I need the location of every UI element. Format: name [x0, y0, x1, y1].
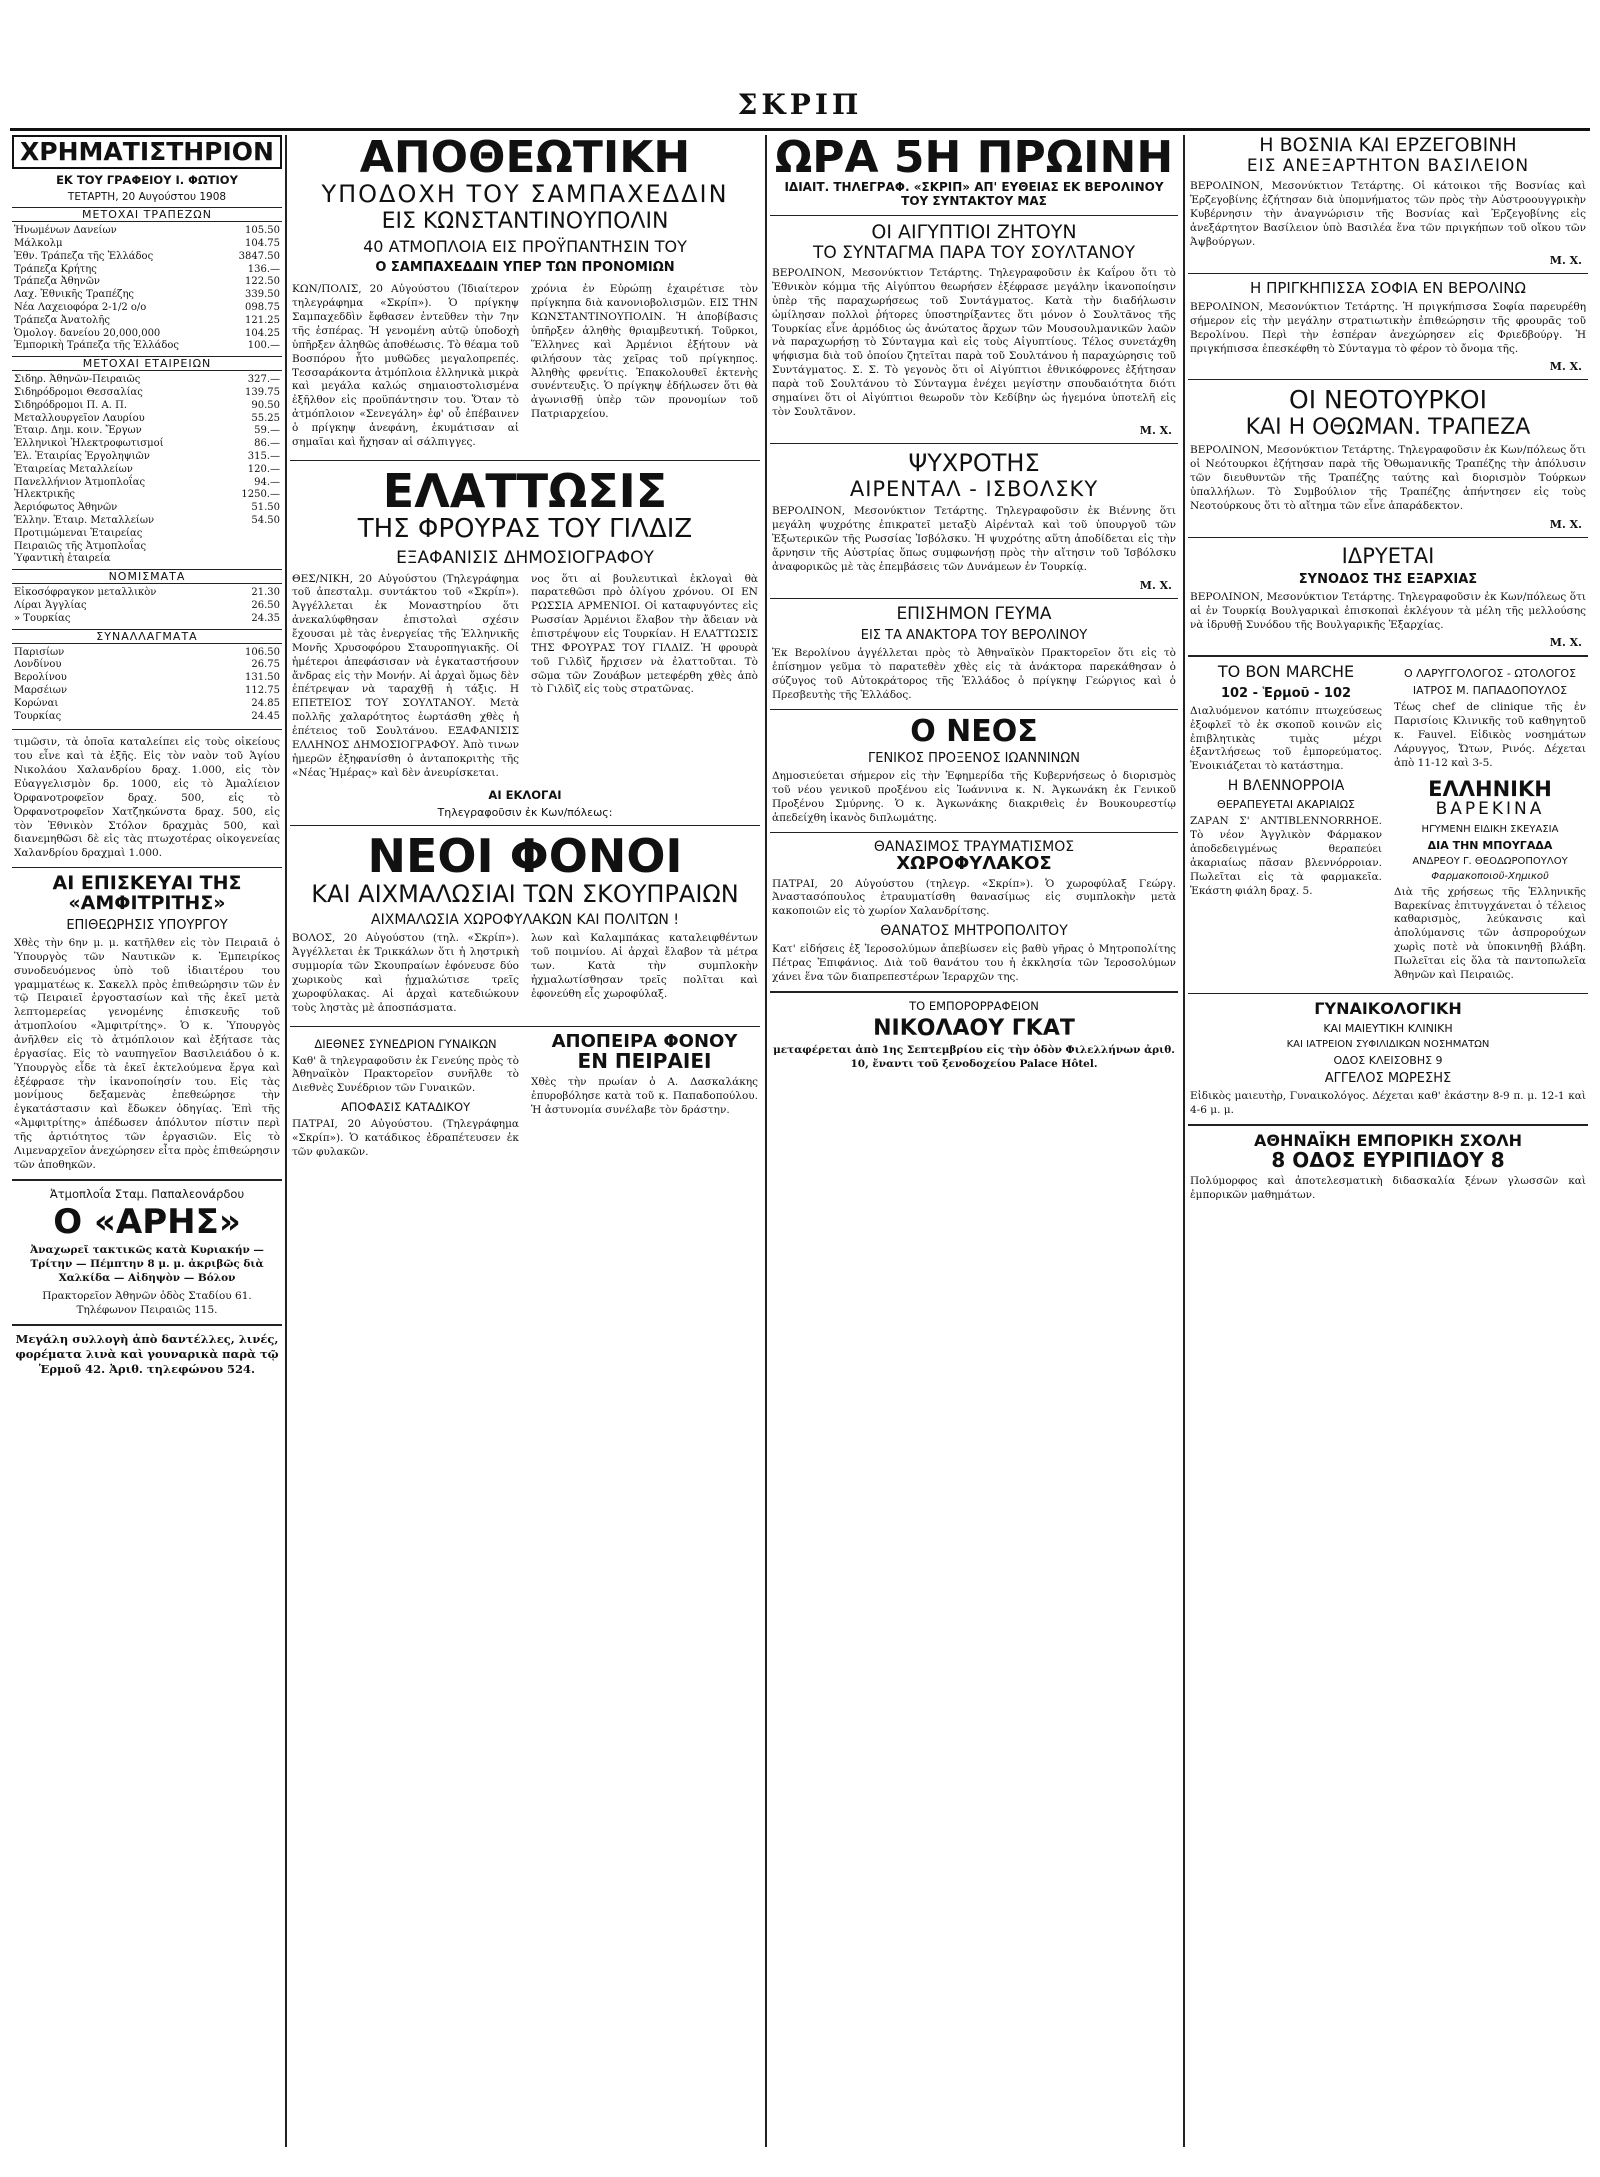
youngturks-subhead: ΚΑΙ Η ΟΘΩΜΑΝ. ΤΡΑΠΕΖΑ: [1245, 415, 1531, 441]
market-value: [223, 528, 282, 541]
bequest-notice: τιμῶσιν, τὰ ὁποῖα καταλείπει εἰς τοὺς οἰκείους του εἶνε καὶ τὰ ἑξῆς. Εἰς τὸν ναὸν τοῦ Ἁγίου Νικολάου Χαλανδρίου δραχ. 1.000, εἰς τὸν Εὐαγγελισμὸν δρ. 1000, εἰς τὸ Ἀμαλίειον Ὀρφανοτροφεῖον δραχ. 500, εἰς τὸ Ὀρφανοτροφεῖον Χατζηκώνστα δραχ. 500, εἰς τὸν Ἐθνικὸν Στόλον δραχμὰς 500, καὶ διανεμηθῶσι δὲ εἰς τὰς πτωχοτέρας οἰκογενείας Χαλανδρίου δραχμαὶ 1.000.: [14, 736, 280, 860]
story-salonica-a: ΘΕΣ/ΝΙΚΗ, 20 Αὐγούστου (Τηλεγράφημα τοῦ ἀπεσταλμ. συντάκτου τοῦ «Σκρίπ»). Ἀγγέλλεται ἐκ Μοναστηρίου ὅτι ἀνεκαλύφθησαν ἐπιστολαὶ σχέσιν ἔχουσαι μὲ τὰς ἐνεργείας τῆς Ἑλληνικῆς Μονῆς Χρυσοφόρου Σταυροπηγιακῆς. Οἱ ἡμέτεροι ἀπεφάσισαν νὰ ἐγκαταστήσουν ἄνδρας εἰς τὴν Μονήν. Αἱ ἀρχαὶ ὅμως δὲν ἐπέτρεψαν νὰ ταραχθῇ ἡ τάξις. Η ΕΠΕΤΕΙΟΣ ΤΟΥ ΣΟΥΛΤΑΝΟΥ. Μετὰ πολλῆς χαλαρότητος ἑωρτάσθη χθὲς ἡ ἐπέτειος τοῦ Σουλτάνου. ΕΞΑΦΑΝΙΣΙΣ ΕΛΛΗΝΟΣ ΔΗΜΟΣΙΟΓΡΑΦΟΥ. Ἀπὸ τινων ἡμερῶν ἐξηφανίσθη ὁ ἀνταποκριτὴς τῆς «Νέας Ἡμέρας» καὶ δὲν ἀνευρίσκεται.: [292, 572, 519, 779]
banks-heading: ΜΕΤΟΧΑΙ ΤΡΑΠΕΖΩΝ: [12, 207, 282, 222]
market-value: 86.—: [254, 438, 280, 450]
market-value: [223, 541, 282, 554]
market-row: [12, 672, 282, 685]
egypt-subhead: ΤΟ ΣΥΝΤΑΓΜΑ ΠΑΡΑ ΤΟΥ ΣΟΥΛΤΑΝΟΥ: [812, 242, 1136, 263]
ares-ad-name: Ο «ΑΡΗΣ»: [53, 1201, 241, 1242]
market-value: 339.50: [245, 289, 280, 301]
bonmarche-title: ΤΟ BON MARCHE: [1217, 662, 1355, 682]
ares-ad-note: Πρακτορεῖον Ἀθηνῶν ὁδὸς Σταδίου 61. Τηλέφωνον Πειραιῶς 115.: [42, 1289, 252, 1316]
tailor-ad: [770, 999, 1178, 1072]
market-label: Σιδηρ. Ἀθηνῶν-Πειραιῶς: [14, 374, 141, 386]
column-news-b: [770, 135, 1178, 2147]
school-body: Πολύμορφος καὶ ἀποτελεσματικὴ διδασκαλία ξένων γλωσσῶν καὶ ἐμπορικῶν μαθημάτων.: [1190, 1175, 1586, 1202]
headline-reduction: ΕΛΑΤΤΩΣΙΣ: [382, 463, 668, 518]
market-row: [12, 489, 282, 502]
bosnia-subhead: ΕΙΣ ΑΝΕΞΑΡΤΗΤΟΝ ΒΑΣΙΛΕΙΟΝ: [1246, 155, 1530, 176]
market-label: Ὑφαντικὴ ἑταιρεία: [14, 553, 111, 565]
market-label: Ἐμπορικὴ Τράπεζα τῆς Ἑλλάδος: [14, 340, 180, 352]
market-row: [12, 302, 282, 315]
market-value: 1250.—: [241, 489, 280, 501]
market-value: 21.30: [251, 587, 280, 599]
bleach-title: ΕΛΛΗΝΙΚΗ: [1428, 777, 1552, 802]
market-value: 121.25: [245, 314, 280, 326]
dinner-body: Ἐκ Βερολίνου ἀγγέλλεται πρὸς τὸ Ἀθηναϊκὸν Πρακτορεῖον ὅτι εἰς τὸ ἐπίσημον γεῦμα τὸ παρατεθὲν χθὲς εἰς τὰ ἀνάκτορα παρεκάθησαν ὁ σύζυγος τοῦ Αὐτοκράτορος τῆς Ἑλλάδος ὁ πρίγκηψ Γεώργιος καὶ ὁ Πρεσβευτὴς τῆς Ἑλλάδος.: [772, 647, 1176, 701]
market-label: Σιδηρόδρομοι Θεσσαλίας: [14, 387, 143, 399]
gyn-body: Εἰδικὸς μαιευτὴρ, Γυναικολόγος. Δέχεται καθ' ἑκάστην 8-9 π. μ. 12-1 καὶ 4-6 μ. μ.: [1190, 1090, 1586, 1116]
market-row: [12, 698, 282, 711]
gyn-subhead: ΚΑΙ ΜΑΙΕΥΤΙΚΗ ΚΛΙΝΙΚΗ: [1323, 1022, 1453, 1036]
exchange-title: ΧΡΗΜΑΤΙΣΤΗΡΙΟΝ: [12, 135, 282, 169]
market-label: Λονδίνου: [14, 659, 62, 671]
ares-ad: [12, 1187, 282, 1318]
headline-new-murders: ΝΕΟΙ ΦΟΝΟΙ: [367, 829, 683, 884]
story-reception-b: χρόνια ἐν Εὐρώπῃ ἐχαιρέτισε τὸν πρίγκηπα διὰ κανονιοβολισμῶν. ΕΙΣ ΤΗΝ ΚΩΝΣΤΑΝΤΙΝΟΥΠΟΛΙΝ. Ἡ ἀποβίβασις ὑπῆρξεν ἀληθὴς θριαμβευτική. Τοῦρκοι, Ἕλληνες καὶ Ἀρμένιοι ἐξήτουν νὰ φιλήσουν τὰς χεῖρας τοῦ πρίγκηπος. Ἀληθὴς φρενίτις. Ἐπακολουθεῖ ἐκτενὴς συνέντευξις. Ὁ πρίγκηψ ἐδήλωσεν ὅτι θὰ ἀγωνισθῇ ὑπὲρ τῶν προνομίων τοῦ Πατριαρχείου.: [531, 283, 758, 421]
market-value: 90.50: [251, 399, 280, 411]
market-value: 100.—: [247, 340, 280, 352]
market-row: [12, 387, 282, 400]
gonorrhea-title: Η ΒΛΕΝΝΟΡΡΟΙΑ: [1227, 778, 1345, 795]
market-row: [12, 289, 282, 302]
egypt-signature: Μ. Χ.: [1139, 423, 1172, 437]
attempt-body: Χθὲς τὴν πρωίαν ὁ Α. Δασκαλάκης ἐπυροβόλησε κατὰ τοῦ κ. Παπαδοπούλου. Ἡ ἀστυνομία συνέλαβε τὸν δράστην.: [531, 1076, 758, 1117]
market-row: [12, 374, 282, 387]
market-label: Πειραιῶς τῆς Ἀτμοπλοΐας: [14, 540, 147, 552]
coins-table: [12, 587, 282, 625]
bleach-tagline: ΗΓΥΜΕΝΗ ΕΙΔΙΚΗ ΣΚΕΥΑΣΙΑ: [1421, 823, 1559, 835]
gonorrhea-subhead: ΘΕΡΑΠΕΥΕΤΑΙ ΑΚΑΡΙΑΙΩΣ: [1217, 798, 1355, 812]
attempt-heading: ΑΠΟΠΕΙΡΑ ΦΟΝΟΥ: [551, 1030, 738, 1052]
market-value: 327.—: [247, 374, 280, 386]
market-row: [12, 264, 282, 277]
market-row: [12, 659, 282, 672]
market-row: [12, 587, 282, 600]
headline-reception: ΥΠΟΔΟΧΗ ΤΟΥ ΣΑΜΠΑΧΕΔΔΙΝ: [321, 180, 729, 209]
death-heading: ΘΑΝΑΤΟΣ ΜΗΤΡΟΠΟΛΙΤΟΥ: [880, 923, 1068, 940]
masthead: [0, 0, 1600, 130]
congress-body: Καθ' ἃ τηλεγραφοῦσιν ἐκ Γενεύης πρὸς τὸ Ἀθηναϊκὸν Πρακτορεῖον συνῆλθε τὸ Διεθνὲς Συνέδριον τῶν Γυναικῶν.: [292, 1054, 519, 1095]
headline-apotheotic: ΑΠΟΘΕΩΤΙΚΗ: [359, 135, 691, 183]
ares-ad-line: Ἀναχωρεῖ τακτικῶς κατὰ Κυριακήν — Τρίτην — Πέμπτην 8 μ. μ. ἀκριβῶς διὰ Χαλκίδα — Αἰδηψὸν — Βόλον: [30, 1244, 264, 1284]
bleach-ad: [1392, 778, 1588, 987]
market-value: 112.75: [245, 684, 280, 696]
market-label: » Τουρκίας: [14, 612, 71, 624]
youngturks-signature: Μ. Χ.: [1549, 517, 1582, 531]
column-divider: [765, 135, 767, 2147]
market-row: [12, 647, 282, 660]
market-row: [12, 515, 282, 528]
headline-constantinople: ΕΙΣ ΚΩΝΣΤΑΝΤΙΝΟΥΠΟΛΙΝ: [381, 208, 669, 234]
bleach-body: Διὰ τῆς χρήσεως τῆς Ἑλληνικῆς Βαρεκίνας ἐπιτυγχάνεται ὁ τέλειος καθαρισμὸς, λεύκανσις καὶ ἀπολύμανσις τῶν ἀσπρορούχων χωρὶς ποτὲ νὰ ὑποκινηθῇ βλάβη. Πωλεῖται εἰς ὅλα τὰ παντοπωλεῖα Ἀθηνῶν καὶ Πειραιῶς.: [1394, 885, 1586, 981]
market-label: Λαχ. Ἐθνικῆς Τραπέζης: [14, 289, 135, 301]
market-label: Ἑλ. Ἑταιρίας Ἐργοληψιῶν: [14, 451, 150, 462]
exchange-date: ΤΕΤΑΡΤΗ, 20 Αυγούστου 1908: [67, 191, 227, 204]
market-row: [12, 600, 282, 613]
headline-telegraph: ΙΔΙΑΙΤ. ΤΗΛΕΓΡΑΦ. «ΣΚΡΙΠ» ΑΠ' ΕΥΘΕΙΑΣ ΕΚ ΒΕΡΟΛΙΝΟΥ ΤΟΥ ΣΥΝΤΑΚΤΟΥ ΜΑΣ: [784, 180, 1164, 208]
market-label: Ἑλληνικοὶ Ἠλεκτροφωτισμοί: [14, 438, 164, 450]
column-divider: [285, 135, 287, 2147]
exchange-source: ΕΚ ΤΟΥ ΓΡΑΦΕΙΟΥ Ι. ΦΩΤΙΟΥ: [56, 173, 238, 188]
wound-body: ΠΑΤΡΑΙ, 20 Αὐγούστου (τηλεγρ. «Σκρίπ»). Ὁ χωροφύλαξ Γεώργ. Ἀναστασόπουλος ἐτραυματίσθη θανασίμως εἰς συμπλοκὴν μετὰ κακοποιῶν εἰς τὸ χωρίον Χαλανδρίτσης.: [772, 877, 1176, 918]
market-row: [12, 276, 282, 289]
market-value: 098.75: [245, 302, 280, 314]
market-label: Ἐθν. Τράπεζα τῆς Ἑλλάδος: [14, 250, 154, 262]
market-value: 24.45: [251, 710, 280, 722]
coldness-subhead: ΑΙΡΕΝΤΑΛ - ΙΣΒΟΛΣΚΥ: [849, 477, 1099, 502]
synod-body: ΒΕΡΟΛΙΝΟΝ, Μεσονύκτιον Τετάρτης. Τηλεγραφοῦσιν ἐκ Κων/πόλεως ὅτι αἱ ἐν Τουρκίᾳ Βουλγαρικαὶ ἐπισκοπαὶ ἐκλέγουν τὰ μέλη τῆς μελλούσης νὰ ἱδρυθῇ Συνόδου τῆς Βουλγαρικῆς Ἐξαρχίας.: [1190, 590, 1586, 631]
doctor-ad: [1392, 663, 1588, 778]
market-label: Ἡνωμένων Δανείων: [14, 225, 117, 237]
bleach-use: ΔΙΑ ΤΗΝ ΜΠΟΥΓΑΔΑ: [1427, 838, 1553, 852]
market-row: [12, 251, 282, 264]
market-value: 26.75: [251, 659, 280, 671]
market-value: 59.—: [254, 425, 280, 437]
market-row: [12, 685, 282, 698]
coldness-signature: Μ. Χ.: [1139, 578, 1172, 592]
gyn-title: ΓΥΝΑΙΚΟΛΟΓΙΚΗ: [1314, 998, 1462, 1018]
market-label: Τουρκίας: [14, 710, 62, 722]
gyn-address: ΟΔΟΣ ΚΛΕΙΣΟΒΗΣ 9: [1333, 1054, 1443, 1068]
market-row: [12, 613, 282, 626]
headline-skoupraioi: ΚΑΙ ΑΙΧΜΑΛΩΣΙΑΙ ΤΩΝ ΣΚΟΥΠΡΑΙΩΝ: [311, 879, 739, 908]
market-label: Λίραι Ἀγγλίας: [14, 599, 87, 611]
doctor-name: ΙΑΤΡΟΣ Μ. ΠΑΠΑΔΟΠΟΥΛΟΣ: [1412, 684, 1568, 698]
column-news-a: [290, 135, 760, 2147]
market-value: [223, 553, 282, 566]
companies-table: [12, 374, 282, 566]
linens-ad: Μεγάλη συλλογὴ ἀπὸ δαντέλλες, λινές, φορέματα λινὰ καὶ γουναρικὰ παρὰ τῷ Ἑρμοῦ 42. Ἀριθ. τηλεφώνου 524.: [15, 1331, 279, 1376]
consul-heading: Ο ΝΕΟΣ: [910, 713, 1038, 749]
market-row: [12, 425, 282, 438]
tailor-ad-title: ΤΟ ΕΜΠΟΡΟΡΡΑΦΕΙΟΝ: [909, 998, 1039, 1013]
elections-line: Τηλεγραφοῦσιν ἐκ Κων/πόλεως:: [437, 806, 613, 820]
market-value: 104.75: [245, 238, 280, 250]
sophia-heading: Η ΠΡΙΓΚΗΠΙΣΣΑ ΣΟΦΙΑ ΕΝ ΒΕΡΟΛΙΝΩ: [1250, 278, 1526, 297]
synod-signature: Μ. Χ.: [1549, 636, 1582, 650]
story-reception-a: ΚΩΝ/ΠΟΛΙΣ, 20 Αὐγούστου (Ἰδιαίτερον τηλεγράφημα «Σκρίπ»). Ὁ πρίγκηψ Σαμπαχεδδὶν ἔφθασεν ἐντεῦθεν τὴν 7ην τῆς ἑσπέρας. Ἡ γενομένη αὐτῷ ὑποδοχὴ ὑπῆρξεν ἀληθῶς ἀποθέωσις. Τὸ θέαμα τοῦ Βοσπόρου ἦτο μυθῶδες μεγαλοπρεπές. Τεσσαράκοντα ἀτμόπλοια ἑλληνικὰ μικρὰ καὶ μεγάλα καλώς σημαιοστολισμένα ἐξῆλθον εἰς προϋπάντησιν του. Ὅταν τὸ ἀτμόπλοιον «Σενεγάλη» ἐφ' οὗ ἐπέβαινεν ὁ πρίγκηψ ἀνεφάνη, ἐκυμάτισαν αἱ σημαῖαι καὶ ἤχησαν αἱ σάλπιγγες.: [292, 283, 519, 448]
bonmarche-ad: [1188, 663, 1384, 778]
market-value: 51.50: [251, 502, 280, 514]
fx-heading: ΣΥΝΑΛΛΑΓΜΑΤΑ: [12, 629, 282, 644]
market-value: 106.50: [245, 646, 280, 658]
market-value: 315.—: [247, 451, 280, 462]
bonmarche-address: 102 - Ἑρμοῦ - 102: [1220, 685, 1352, 701]
fx-table: [12, 647, 282, 724]
market-value: 24.85: [251, 697, 280, 709]
market-row: [12, 541, 282, 554]
bleach-maker: ΑΝΔΡΕΟΥ Γ. ΘΕΟΔΩΡΟΠΟΥΛΟΥ: [1412, 855, 1568, 867]
gyn-doctor: ΑΓΓΕΛΟΣ ΜΩΡΕΣΗΣ: [1324, 1071, 1452, 1087]
market-value: 104.25: [245, 327, 280, 339]
market-label: Κορώναι: [14, 697, 59, 709]
youngturks-body: ΒΕΡΟΛΙΝΟΝ, Μεσονύκτιον Τετάρτης. Τηλεγραφοῦσιν ἐκ Κων/πόλεως ὅτι οἱ Νεότουρκοι ἐζήτησαν παρὰ τῆς Ὀθωμανικῆς Τραπέζης τὴν ἀπόλυσιν τῶν διευθυντῶν τῆς Τραπέζης ταύτης καὶ διορισμὸν Τούρκων ὑπαλλήλων. Τὸ Συμβούλιον τῆς Τραπέζης ἀπήντησεν εἰς τοὺς Νεοτούρκους ὅτι τὸ αἴτημα τῶν εἶνε ἀπαράδεκτον.: [1190, 444, 1586, 512]
elections-heading: ΑΙ ΕΚΛΟΓΑΙ: [488, 788, 562, 803]
headline-privileges: Ο ΣΑΜΠΑΧΕΔΔΙΝ ΥΠΕΡ ΤΩΝ ΠΡΟΝΟΜΙΩΝ: [375, 260, 675, 276]
market-label: Πανελλήνιον Ἀτμοπλοΐας: [14, 476, 146, 488]
market-label: Μεταλλουργεῖον Λαυρίου: [14, 412, 145, 424]
convict-body: ΠΑΤΡΑΙ, 20 Αὐγούστου. (Τηλεγράφημα «Σκρίπ»). Ὁ κατάδικος ἐδραπέτευσεν ἐκ τῶν φυλακῶν.: [292, 1118, 519, 1158]
market-label: Ἀεριόφωτος Ἀθηνῶν: [14, 502, 118, 514]
market-row: [12, 413, 282, 426]
consul-subhead: ΓΕΝΙΚΟΣ ΠΡΟΞΕΝΟΣ ΙΩΑΝΝΙΝΩΝ: [867, 751, 1081, 767]
gyn-ad: [1188, 1000, 1588, 1118]
market-label: Μαρσέιων: [14, 684, 68, 696]
dinner-heading: ΕΠΙΣΗΜΟΝ ΓΕΥΜΑ: [896, 603, 1052, 624]
consul-body: Δημοσιεύεται σήμερον εἰς τὴν Ἐφημερίδα τῆς Κυβερνήσεως ὁ διορισμὸς τοῦ νέου γενικοῦ προξένου εἰς Ἰωάννινα κ. Ν. Ἀγκωνάκη ἐκ Γενικοῦ Προξένου Σμύρνης. Ὁ κ. Ἀγκωνάκης διακριθεὶς ἐν Βουκουρεστίῳ ἀπεδείχθη ἱκανὸς διπλωμάτης.: [772, 770, 1176, 824]
market-row: [12, 528, 282, 541]
ares-ad-top: Ἀτμοπλοΐα Σταμ. Παπαλεονάρδου: [49, 1186, 245, 1201]
bosnia-heading: Η ΒΟΣΝΙΑ ΚΑΙ ΕΡΖΕΓΟΒΙΝΗ: [1259, 135, 1517, 156]
companies-heading: ΜΕΤΟΧΑΙ ΕΤΑΙΡΕΙΩΝ: [12, 356, 282, 371]
market-label: Τράπεζα Κρήτης: [14, 263, 97, 275]
death-body: Κατ' εἰδήσεις ἐξ Ἱεροσολύμων ἀπεβίωσεν εἰς βαθὺ γῆρας ὁ Μητροπολίτης Πέτρας Ἐπιφάνιος. Διὰ τοῦ θανάτου του ἡ ἐκκλησία τῶν Ἱεροσολύμων χάνει ἕνα τῶν διαπρεπεστέρων Ἱεραρχῶν της.: [772, 943, 1176, 983]
youngturks-heading: ΟΙ ΝΕΟΤΟΥΡΚΟΙ: [1289, 385, 1487, 415]
gyn-subhead-2: ΚΑΙ ΙΑΤΡΕΙΟΝ ΣΥΦΙΛΙΔΙΚΩΝ ΝΟΣΗΜΑΤΩΝ: [1286, 1039, 1490, 1051]
convict-heading: ΑΠΟΦΑΣΙΣ ΚΑΤΑΔΙΚΟΥ: [340, 1100, 471, 1115]
market-row: [12, 477, 282, 490]
market-row: [12, 238, 282, 251]
market-row: [12, 502, 282, 515]
market-label: Τράπεζα Ἀθηνῶν: [14, 276, 100, 288]
repairs-subhead: ΕΠΙΘΕΩΡΗΣΙΣ ΥΠΟΥΡΓΟΥ: [66, 917, 228, 933]
masthead-rule: [10, 128, 1590, 131]
market-label: Σιδηρόδρομοι Π. Α. Π.: [14, 399, 127, 411]
market-label: Ἑλλην. Ἑταιρ. Μεταλλείων: [14, 514, 155, 526]
market-value: 3847.50: [238, 250, 280, 262]
market-value: 105.50: [245, 225, 280, 237]
bleach-maker-role: Φαρμακοποιοῦ-Χημικοῦ: [1431, 870, 1549, 882]
market-label: Εἰκοσόφραγκον μεταλλικὸν: [14, 587, 157, 599]
repairs-body: Χθὲς τὴν 6ην μ. μ. κατῆλθεν εἰς τὸν Πειραιᾶ ὁ Ὑπουργὸς τῶν Ναυτικῶν κ. Ἐμπειρίκος συνοδευόμενος ὑπὸ τοῦ ἰδιαιτέρου του γραμματέως κ. Σακελλ πρὸς ἐπιθεώρησιν τῶν ἐν τῷ Πειραιεῖ ἐργοστασίων καὶ τῆς ἐκεῖ μετὰ λεπτομερείας γενομένης ἐπισκευῆς τοῦ ἀτμοπλοίου «Ἀμφιτρίτης». Ὁ κ. Ὑπουργὸς ἀνῆλθεν εἰς τὸ ἀτμόπλοιον καὶ ἐξήτασε τὰς ἐργασίας. Εἰς τὸ ναυπηγεῖον Βασιλειάδου ὁ κ. Ὑπουργὸς εἶδε τὰ ἐκεῖ ἐκτελούμενα ἔργα καὶ ἐξέφρασε τὴν ἱκανοποίησίν του. Εἰς τὰς μονίμους δεξαμενὰς ἐπεθεώρησε τὴν ἐγκατάστασιν καὶ ἔδωκεν ὁδηγίας. Ἐπὶ τῆς «Ἀμφιτρίτης» ἀπέδωσεν ἀπόλυτον πίστιν περὶ τῆς ἀρτιότητος τῶν ἐργασιῶν. Εἰς τὸ Λιμεναρχεῖον ἀνεχώρησεν εἶτα πρὸς ἐπιθεώρησιν τῶν ἀποθηκῶν.: [14, 936, 280, 1171]
story-volos-b: λων καὶ Καλαμπάκας καταλειφθέντων τοῦ ποιμνίου. Αἱ ἀρχαὶ ἔλαβον τὰ μέτρα των. Κατὰ τὴν συμπλοκὴν ἠχμαλωτίσθησαν τρεῖς πολῖται καὶ ἐφονεύθη εἷς χωροφύλαξ.: [531, 932, 758, 1000]
bleach-name: ΒΑΡΕΚΙΝΑ: [1435, 799, 1545, 820]
story-salonica-b: νος ὅτι αἱ βουλευτικαὶ ἐκλογαὶ θὰ παρατεθῶσι πρὸ ὀλίγου χρόνου. ΟΙ ΕΝ ΡΩΣΣΙΑ ΑΡΜΕΝΙΟΙ. Οἱ καταφυγόντες εἰς Ρωσσίαν Ἀρμένιοι ἔλαβον τὴν ἄδειαν νὰ ἐπιστρέψουν εἰς Τουρκίαν. Η ΕΛΑΤΤΩΣΙΣ ΤΗΣ ΦΡΟΥΡΑΣ ΤΟΥ ΓΙΛΔΙΖ. Ἡ φρουρὰ τοῦ Γιλδὶζ ἤρχισεν νὰ ἐλαττοῦται. Τὸ σῶμα τῶν Ζουάβων μετεφέρθη χθὲς ἀπὸ τὸ Γιλδὶζ εἰς τοὺς στρατῶνας.: [531, 572, 758, 696]
sophia-body: ΒΕΡΟΛΙΝΟΝ, Μεσονύκτιον Τετάρτης. Ἡ πριγκήπισσα Σοφία παρευρέθη σήμερον εἰς τὴν μεγάλην στρατιωτικὴν ἐπιθεώρησιν τῆς φρουρᾶς τοῦ Βερολίνου. Περὶ τὴν ἑσπέραν ἀνεχώρησεν εἰς Φριεδβούργ. Ἡ πριγκήπισσα ἐπεσκέφθη τὸ Σύνταγμα τὸ φέρον τὸ ὄνομα τῆς.: [1190, 300, 1586, 355]
market-label: Νέα Λαχειοφόρα 2-1/2 ο/ο: [14, 302, 147, 314]
market-value: 136.—: [247, 263, 280, 275]
congress-heading: ΔΙΕΘΝΕΣ ΣΥΝΕΔΡΙΟΝ ΓΥΝΑΙΚΩΝ: [314, 1036, 497, 1051]
banks-table: [12, 225, 282, 353]
dinner-subhead: ΕΙΣ ΤΑ ΑΝΑΚΤΟΡΑ ΤΟΥ ΒΕΡΟΛΙΝΟΥ: [860, 628, 1088, 644]
coldness-body: ΒΕΡΟΛΙΝΟΝ, Μεσονύκτιον Τετάρτης. Τηλεγραφοῦσιν ἐκ Βιέννης ὅτι μεγάλη ψυχρότης ἐπικρατεῖ μεταξὺ Αἰρένταλ καὶ τοῦ ὑπουργοῦ τῶν Ἐξωτερικῶν τῆς Ρωσσίας Ἰσβόλσκυ. Ἡ ψυχρότης αὕτη ἀποδίδεται εἰς τὴν ἄρνησιν τῆς Αὐστρίας ὅπως συμφωνήσῃ πρὸς τὴν αἴτησιν τοῦ Ἰσβόλσκυ ἀναφορικῶς μὲ τὰς ἐπεμβάσεις τῶν Δυνάμεων ἐν Τουρκίᾳ.: [772, 505, 1176, 573]
school-title: ΑΘΗΝΑΪΚΗ ΕΜΠΟΡΙΚΗ ΣΧΟΛΗ: [1254, 1130, 1522, 1150]
headline-yildiz-guard: ΤΗΣ ΦΡΟΥΡΑΣ ΤΟΥ ΓΙΛΔΙΖ: [357, 514, 693, 545]
market-label: Ἠλεκτρικῆς: [14, 489, 75, 501]
market-value: 131.50: [245, 672, 280, 684]
tailor-ad-name: ΝΙΚΟΛΑΟΥ ΓΚΑΤ: [873, 1015, 1075, 1041]
column-news-c: [1188, 135, 1588, 2147]
market-row: [12, 451, 282, 464]
market-row: [12, 225, 282, 238]
bonmarche-body: Διαλυόμενον κατόπιν πτωχεύσεως ἐξοφλεῖ τὸ ἐκ σκοποῦ κοινῶν εἰς ἐπιβλητικὰς τιμὰς μέχρι ἐξαντλήσεως τοῦ ἐμπορεύματος. Ἐνοικιάζεται τὸ κατάστημα.: [1190, 704, 1382, 773]
market-label: Παρισίων: [14, 646, 65, 658]
market-label: Ἑταιρ. Δημ. κοιν. Ἔργων: [14, 425, 142, 437]
gonorrhea-ad: [1188, 778, 1384, 987]
market-label: Τράπεζα Ἀνατολῆς: [14, 314, 110, 326]
market-value: 54.50: [251, 514, 280, 526]
gonorrhea-body: ΖΑΡΑΝ Σ' ANTIBLENNORRHOE. Τὸ νέον Ἀγγλικὸν Φάρμακον ἀποδεδειγμένως θεραπεύει ἀκαριαίως πᾶσαν βλεννόρροιαν. Πωλεῖται εἰς τὰ φαρμακεῖα. Ἑκάστη φιάλη δραχ. 5.: [1190, 815, 1382, 897]
market-value: 120.—: [247, 463, 280, 475]
egypt-heading: ΟΙ ΑΙΓΥΠΤΙΟΙ ΖΗΤΟΥΝ: [871, 220, 1077, 243]
market-value: 139.75: [245, 387, 280, 399]
attempt-subhead: ΕΝ ΠΕΙΡΑΙΕΙ: [577, 1049, 712, 1074]
market-row: [12, 464, 282, 477]
market-label: Μάλκολμ: [14, 238, 63, 250]
market-value: 122.50: [245, 276, 280, 288]
market-label: Ὁμολογ. δανείου 20,000,000: [14, 327, 161, 339]
coins-heading: ΝΟΜΙΣΜΑΤΑ: [12, 569, 282, 584]
doctor-title: Ο ΛΑΡΥΓΓΟΛΟΓΟΣ - ΩΤΟΛΟΓΟΣ: [1403, 667, 1577, 681]
school-address: 8 ΟΔΟΣ ΕΥΡΙΠΙΔΟΥ 8: [1271, 1148, 1505, 1173]
bosnia-signature: Μ. Χ.: [1549, 253, 1582, 267]
column-divider: [1183, 135, 1185, 2147]
story-volos-a: ΒΟΛΟΣ, 20 Αὐγούστου (τηλ. «Σκρίπ»). Ἀγγέλλεται ἐκ Τρικκάλων ὅτι ἡ ληστρικὴ συμμορία τῶν Σκουπραίων ἐφόνευσε δύο χωρικοὺς καὶ ᾐχμαλώτισε τρεῖς χωροφύλακας. Αἱ ἀρχαὶ κατεδιώκουν τοὺς ληστὰς μὲ ἀποσπάσματα.: [292, 932, 519, 1014]
market-row: [12, 340, 282, 353]
tailor-ad-text: μεταφέρεται ἀπὸ 1ης Σεπτεμβρίου εἰς τὴν ὁδὸν Φιλελλήνων ἀριθ. 10, ἔναντι τοῦ ξενοδοχείου Palace Hôtel.: [773, 1043, 1175, 1070]
synod-heading: ΙΔΡΥΕΤΑΙ: [1341, 543, 1435, 568]
coldness-heading: ΨΥΧΡΟΤΗΣ: [908, 448, 1040, 477]
sophia-signature: Μ. Χ.: [1549, 360, 1582, 374]
market-row: [12, 328, 282, 341]
market-value: 24.35: [251, 612, 280, 624]
newspaper-title: ΣΚΡΙΠ: [737, 88, 863, 121]
doctor-body: Τέως chef de clinique τῆς ἐν Παρισίοις Κλινικῆς τοῦ καθηγητοῦ κ. Fauvel. Εἰδικὸς νοσημάτων Λάρυγγος, Ὤτων, Ρινός. Δέχεται ἀπὸ 11-12 καὶ 3-5.: [1394, 701, 1586, 769]
market-row: [12, 553, 282, 566]
bosnia-body: ΒΕΡΟΛΙΝΟΝ, Μεσονύκτιον Τετάρτης. Οἱ κάτοικοι τῆς Βοσνίας καὶ Ἐρζεγοβίνης ἐζήτησαν διὰ ὑπομνήματος τῶν πρὸς τὴν Αὐστροουγγρικὴν Κυβέρνησιν τὴν ἀναγνώρισιν τῆς Βοσνίας καὶ Ἐρζεγοβίνης εἰς ἀνεξάρτητον Βασίλειον ὑπὸ Βασιλέα ἕνα τῶν πριγκήπων τοῦ οἴκου τῶν Ἀψβούργων.: [1190, 180, 1586, 248]
wound-subhead: ΧΩΡΟΦΥΛΑΚΟΣ: [896, 852, 1052, 874]
headline-5am: ΩΡΑ 5Η ΠΡΩΙΝΗ: [774, 135, 1174, 183]
market-value: 26.50: [251, 599, 280, 611]
wound-heading: ΘΑΝΑΣΙΜΟΣ ΤΡΑΥΜΑΤΙΣΜΟΣ: [873, 838, 1075, 855]
market-label: Προτιμώμεναι Ἑταιρείας: [14, 527, 143, 539]
headline-steamships: 40 ΑΤΜΟΠΛΟΙΑ ΕΙΣ ΠΡΟΫΠΑΝΤΗΣΙΝ ΤΟΥ: [363, 237, 687, 257]
repairs-headline: ΑΙ ΕΠΙΣΚΕΥΑΙ ΤΗΣ «ΑΜΦΙΤΡΙΤΗΣ»: [52, 872, 242, 915]
market-row: [12, 711, 282, 724]
market-value: 55.25: [251, 412, 280, 424]
market-value: 94.—: [254, 476, 280, 488]
headline-journalist: ΕΞΑΦΑΝΙΣΙΣ ΔΗΜΟΣΙΟΓΡΑΦΟΥ: [396, 547, 654, 568]
market-row: [12, 438, 282, 451]
market-label: Βερολίνου: [14, 672, 67, 684]
headline-captivity: ΑΙΧΜΑΛΩΣΙΑ ΧΩΡΟΦΥΛΑΚΩΝ ΚΑΙ ΠΟΛΙΤΩΝ !: [371, 912, 679, 929]
egypt-body: ΒΕΡΟΛΙΝΟΝ, Μεσονύκτιον Τετάρτης. Τηλεγραφοῦσιν ἐκ Καΐρου ὅτι τὸ Ἐθνικὸν κόμμα τῆς Αἰγύπτου θεωρήσεν ἐξέφρασε μεγάλην ἱκανοποίησιν ὑπὲρ τῆς παραχωρήσεως τοῦ Συντάγματος. Κατὰ τὴν διαδήλωσιν ὡμίλησαν πολλοὶ ῥήτορες ὑποστηρίξαντες ὅτι μόνον ὁ Σουλτᾶνος τῆς Τουρκίας εἶνε ἁρμόδιος ὡς ἀνώτατος ἄρχων τῶν Μουσουλμανικῶν λαῶν νὰ παραχωρήσῃ τὸ Σύνταγμα καὶ εἰς τοὺς Αἰγυπτίους. Τέλος συνετάχθη ψήφισμα διὰ τοῦ ὁποίου ζητεῖται παρὰ τοῦ Σουλτάνου ἡ παραχώρησις τοῦ Συντάγματος. Σ. Σ. Τὸ γεγονὸς ὅτι οἱ Αἰγύπτιοι ἐθνικόφρονες ἐξήτησαν παρὰ τοῦ Σουλτάνου τὸ Σύνταγμα ἐνέχει μεγίστην σπουδαιότητα διότι σημαίνει ὅτι οἱ Αἰγύπτιοι θεωροῦν τὸν Κεδίβην ὡς ἡγεμόνα ὑποτελῆ εἰς τὸν Σουλτᾶνον.: [772, 267, 1176, 418]
column-exchange: [12, 135, 282, 2147]
market-row: [12, 315, 282, 328]
synod-subhead: ΣΥΝΟΔΟΣ ΤΗΣ ΕΞΑΡΧΙΑΣ: [1298, 571, 1478, 587]
market-row: [12, 400, 282, 413]
market-label: Ἑταιρείας Μεταλλείων: [14, 463, 133, 475]
